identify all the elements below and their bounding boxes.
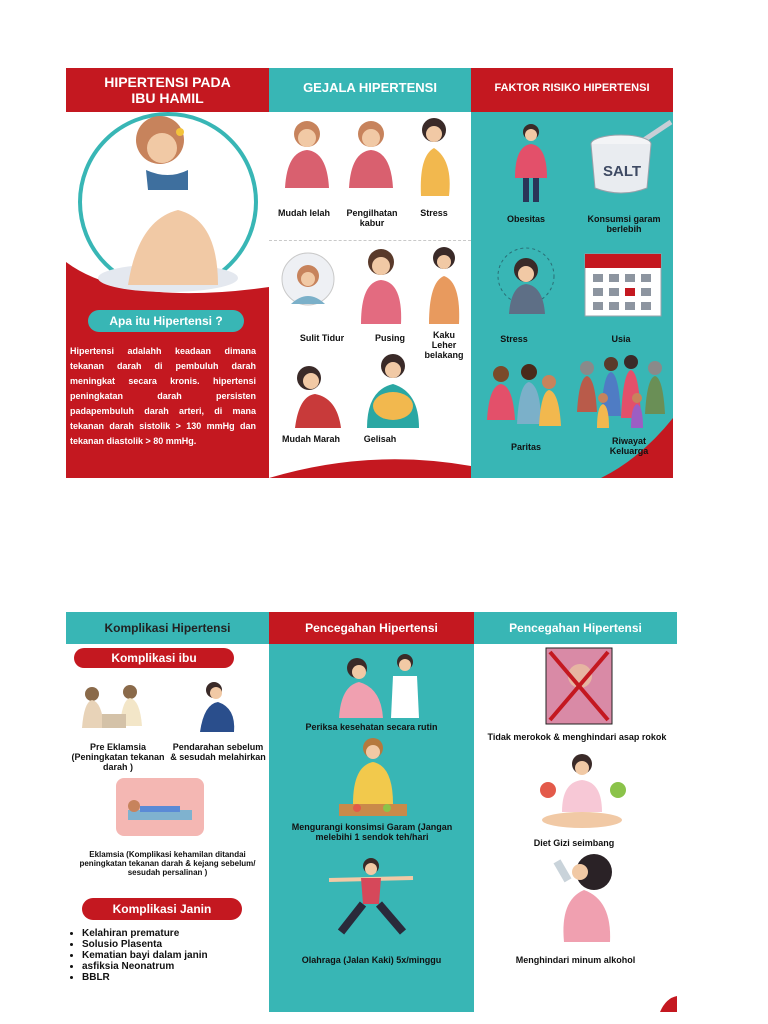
- p1-col2-title: GEJALA HIPERTENSI: [269, 68, 471, 112]
- list-item: • asfiksia Neonatrum: [82, 961, 282, 972]
- prevention-label: Menghindari minum alkohol: [515, 955, 636, 965]
- headache-icon: [351, 246, 411, 326]
- risk-label: Usia: [611, 334, 631, 344]
- angry-woman-icon: [281, 364, 351, 430]
- calendar-icon: [583, 246, 663, 318]
- neck-pain-icon: [421, 244, 467, 328]
- prevention-label: Periksa kesehatan secara rutin: [305, 722, 438, 732]
- anxious-woman-icon: [353, 352, 423, 430]
- stressed-pregnant-icon: [409, 116, 459, 200]
- title-line-2: IBU HAMIL: [131, 90, 204, 106]
- symptom-label: Mudah lelah: [277, 208, 330, 218]
- prevention-label: Diet Gizi seimbang: [533, 838, 615, 848]
- p2-col2: [269, 612, 474, 1012]
- p1-col2: [269, 68, 471, 478]
- insomnia-icon: [273, 244, 343, 314]
- bottom-red-wave: [269, 448, 471, 478]
- brochure-page-2: [66, 612, 677, 1012]
- symptom-label: Mudah Marah: [281, 434, 340, 444]
- divider: [269, 240, 471, 241]
- risk-label: Riwayat Keluarga: [609, 436, 649, 456]
- prevention-label: Mengurangi konsimsi Garam (Jangan melebihi 1 sendok teh/hari: [291, 822, 453, 842]
- list-item: • Kematian bayi dalam janin: [82, 950, 282, 961]
- p1-col3: [471, 68, 673, 478]
- health-checkup-icon: [329, 648, 429, 720]
- symptom-label: Pengilhatan kabur: [346, 208, 398, 228]
- eclampsia-icon: [114, 776, 206, 838]
- brochure-page-1: [66, 68, 673, 478]
- p2-col3-title: Pencegahan Hipertensi: [474, 612, 677, 644]
- symptom-label: Gelisah: [363, 434, 397, 444]
- title-line-1: HIPERTENSI PADA: [104, 74, 231, 90]
- p1-col1-title: [66, 68, 269, 112]
- list-item: • BBLR: [82, 972, 282, 983]
- p1-col1: [66, 68, 269, 478]
- bleeding-icon: [190, 680, 246, 736]
- p1-col3-title: FAKTOR RISIKO HIPERTENSI: [471, 68, 673, 112]
- hypertension-definition: Hipertensi adalahh keadaan dimana tekanan darah di pembuluh darah meningkat secara kronis. hipertensi peningkatan darah persisten padapembuluh darah arteri, di mana tekanan darah sistolik > 130 mmHg dan tekanan diastolik > 80 mmHg.: [70, 346, 256, 446]
- pregnant-woman-portrait: [68, 110, 268, 292]
- symptom-label: Stress: [420, 208, 448, 218]
- maternal-complications-pill: Komplikasi ibu: [74, 648, 234, 668]
- reduce-salt-icon: [335, 734, 411, 822]
- prevention-label: Tidak merokok & menghindari asap rokok: [487, 732, 667, 742]
- complication-label: Pre Eklamsia (Peningkatan tekanan darah ): [71, 742, 165, 772]
- risk-label: Konsumsi garam berlebih: [587, 214, 661, 234]
- list-item: • Kelahiran premature: [82, 928, 282, 939]
- fetal-complications-list: [58, 928, 282, 983]
- corner-red-wave: [660, 996, 677, 1012]
- salt-text: SALT: [603, 163, 642, 180]
- stress-head-icon: [491, 236, 561, 320]
- symptom-label: Sulit Tidur: [299, 333, 345, 343]
- obesity-icon: [511, 122, 551, 206]
- salt-container-icon: [581, 118, 675, 198]
- balanced-diet-icon: [534, 750, 630, 830]
- fetal-complications-pill: Komplikasi Janin: [82, 898, 242, 920]
- complication-label: Pendarahan sebelum & sesudah melahirkan: [170, 742, 266, 762]
- complication-label: Eklamsia (Komplikasi kehamilan ditandai peningkatan tekanan darah & kejang sebelum/ sesudah persalinan ): [79, 850, 256, 877]
- p2-col1: [66, 612, 269, 1012]
- prevention-label: Olahraga (Jalan Kaki) 5x/minggu: [301, 955, 442, 965]
- no-smoking-icon: [544, 646, 614, 726]
- family-history-icon: [573, 352, 669, 432]
- p2-col1-title: Komplikasi Hipertensi: [66, 612, 269, 644]
- parity-family-icon: [479, 360, 569, 430]
- symptom-label: Kaku Leher belakang: [424, 330, 464, 360]
- risk-label: Paritas: [510, 442, 542, 452]
- tired-woman-icon: [277, 118, 337, 190]
- list-item: • Solusio Plasenta: [82, 939, 282, 950]
- risk-label: Obesitas: [506, 214, 546, 224]
- p2-col2-title: Pencegahan Hipertensi: [269, 612, 474, 644]
- risk-label: Stress: [500, 334, 528, 344]
- p2-col3: [474, 612, 677, 1012]
- symptom-label: Pusing: [374, 333, 405, 343]
- blurred-vision-icon: [341, 118, 401, 190]
- avoid-alcohol-icon: [540, 850, 630, 946]
- what-is-hypertension-pill: Apa itu Hipertensi ?: [88, 310, 244, 332]
- exercise-icon: [321, 856, 421, 936]
- pre-eclampsia-icon: [72, 684, 152, 734]
